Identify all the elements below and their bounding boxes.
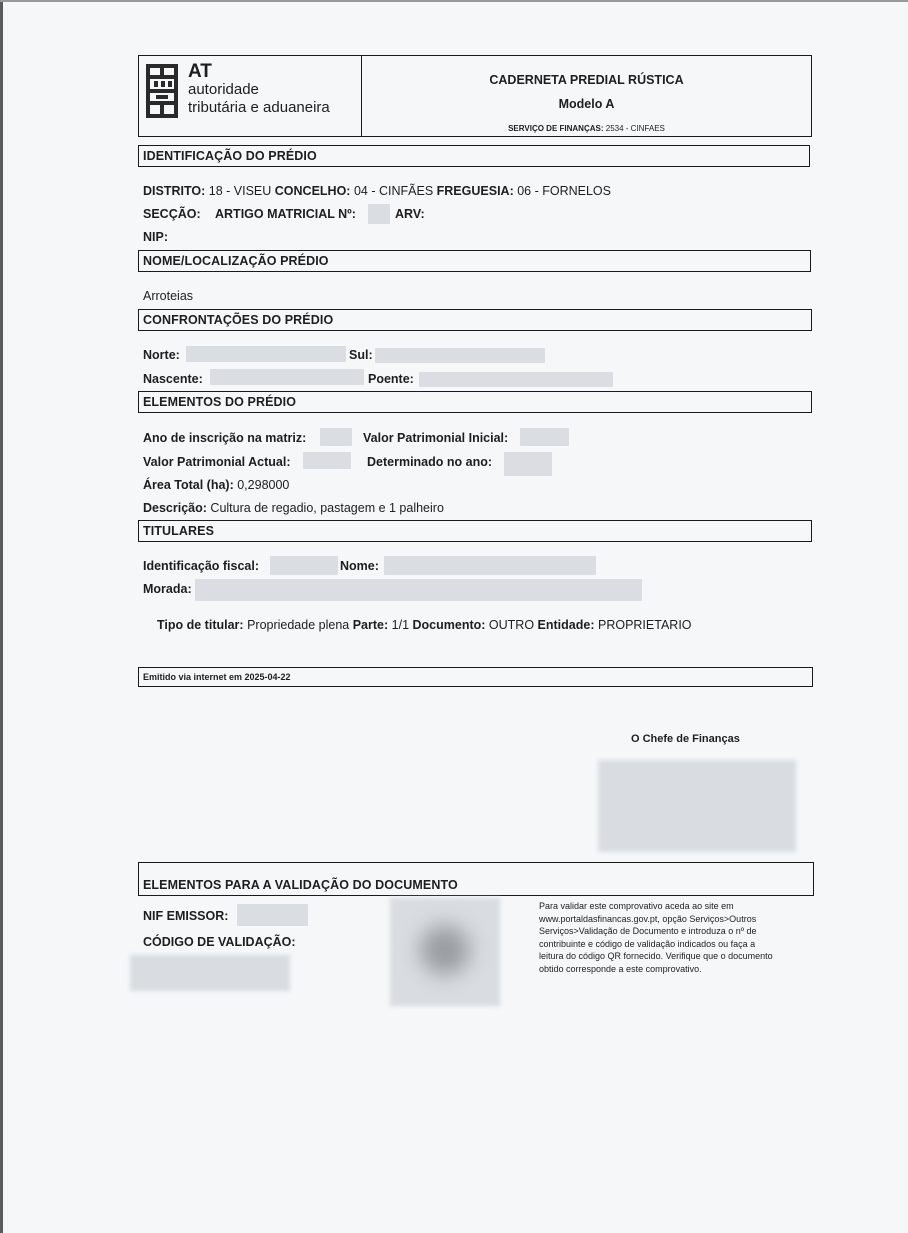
codigo-validacao-redaction: [130, 955, 290, 991]
determinado-label: Determinado no ano:: [367, 455, 493, 469]
codigo-validacao-label: CÓDIGO DE VALIDAÇÃO:: [143, 935, 296, 949]
emitido-text: Emitido via internet em 2025-04-22: [143, 672, 291, 682]
freguesia-label: FREGUESIA:: [436, 184, 514, 198]
service-value: 2534 - CINFAES: [605, 124, 665, 133]
vp-actual-label: Valor Patrimonial Actual:: [143, 455, 291, 469]
determinado-redaction: [504, 452, 552, 476]
section-validacao: [138, 862, 814, 896]
service-label: SERVIÇO DE FINANÇAS:: [508, 124, 604, 133]
doc-title: CADERNETA PREDIAL RÚSTICA: [489, 73, 684, 87]
norte-label: Norte:: [143, 348, 180, 362]
freguesia-value: 06 - FORNELOS: [517, 184, 611, 198]
section-nome: [138, 250, 811, 272]
vp-actual-redaction: [303, 452, 351, 469]
artigo-label: ARTIGO MATRICIAL Nº:: [215, 207, 356, 221]
section-identificacao: [138, 145, 810, 167]
sul-label: Sul:: [349, 348, 373, 362]
arv-label: ARV:: [395, 207, 425, 221]
service-line: [361, 124, 812, 133]
row-area: [143, 478, 289, 492]
info-line: Para validar este comprovativo aceda ao site em: [539, 901, 734, 911]
section-title: TITULARES: [143, 524, 215, 538]
parte-value: 1/1: [391, 618, 410, 632]
concelho-value: 04 - CINFÃES: [353, 184, 434, 198]
documento-value: OUTRO: [488, 618, 535, 632]
nif-emissor-label: NIF EMISSOR:: [143, 909, 229, 923]
ano-label: Ano de inscrição na matriz:: [143, 431, 307, 445]
section-title: NOME/LOCALIZAÇÃO PRÉDIO: [143, 254, 329, 268]
info-line: obtido corresponde a este comprovativo.: [539, 963, 702, 974]
concelho-label: CONCELHO:: [274, 184, 351, 198]
emitido-box: [138, 667, 813, 687]
nif-emissor-redaction: [237, 904, 308, 926]
nif-label: Identificação fiscal:: [143, 559, 260, 573]
seccao-label: SECÇÃO:: [143, 207, 201, 221]
vp-inicial-label: Valor Patrimonial Inicial:: [363, 431, 509, 445]
artigo-redaction: [368, 204, 390, 224]
signature-role: O Chefe de Finanças: [631, 733, 740, 745]
section-titulares: [138, 520, 812, 542]
poente-label: Poente:: [368, 372, 414, 386]
vp-inicial-redaction: [520, 428, 569, 446]
section-title: ELEMENTOS PARA A VALIDAÇÃO DO DOCUMENTO: [143, 878, 458, 892]
sul-redaction: [375, 348, 545, 363]
parte-label: Parte:: [352, 618, 389, 632]
row-distrito: [143, 184, 611, 198]
logo-line1: autoridade: [188, 81, 259, 98]
tipo-value: Propriedade plena: [247, 618, 350, 632]
nip-label: NIP:: [143, 230, 168, 244]
descricao-value: Cultura de regadio, pastagem e 1 palheiro: [210, 501, 444, 515]
info-line: contribuinte e código de validação indicados ou faça a: [539, 938, 756, 949]
titular-nome-label: Nome:: [340, 559, 379, 573]
scan-edge-top: [0, 0, 908, 2]
titular-nome-redaction: [384, 556, 596, 575]
info-line: Serviços>Validação de Documento e introduza o nº de: [539, 926, 757, 936]
descricao-label: Descrição:: [143, 501, 207, 515]
row-tipo-titular: [157, 618, 692, 632]
nascente-label: Nascente:: [143, 372, 203, 386]
entidade-value: PROPRIETARIO: [597, 618, 692, 632]
distrito-value: 18 - VISEU: [208, 184, 272, 198]
section-title: ELEMENTOS DO PRÉDIO: [143, 395, 297, 409]
morada-label: Morada:: [143, 582, 192, 596]
poente-redaction: [419, 372, 613, 387]
section-title: IDENTIFICAÇÃO DO PRÉDIO: [143, 149, 317, 163]
doc-model: Modelo A: [558, 97, 615, 111]
section-confrontacoes: [138, 309, 812, 331]
nome-value: Arroteias: [143, 289, 194, 303]
nascente-redaction: [210, 369, 364, 385]
logo-at: AT: [188, 61, 212, 82]
info-line: leitura do código QR fornecido. Verifique que o documento: [539, 951, 773, 961]
area-label: Área Total (ha):: [143, 478, 234, 492]
tipo-label: Tipo de titular:: [157, 618, 244, 632]
section-title: CONFRONTAÇÕES DO PRÉDIO: [143, 313, 334, 327]
section-elementos: [138, 391, 812, 413]
morada-redaction: [195, 579, 642, 601]
row-descricao: [143, 501, 444, 515]
scan-edge-left: [0, 0, 3, 1233]
distrito-label: DISTRITO:: [143, 184, 206, 198]
ano-redaction: [320, 428, 352, 446]
norte-redaction: [186, 346, 346, 362]
documento-label: Documento:: [412, 618, 486, 632]
info-line: www.portaldasfinancas.gov.pt, opção Serviços>Outros: [539, 913, 757, 924]
nif-redaction: [270, 556, 338, 575]
signature-redaction: [598, 760, 796, 852]
logo-line2: tributária e aduaneira: [188, 99, 330, 116]
at-logo-emblem-icon: [144, 62, 184, 120]
entidade-label: Entidade:: [537, 618, 595, 632]
area-value: 0,298000: [237, 478, 290, 492]
validacao-info: [539, 900, 819, 975]
qr-code-blur: [420, 925, 470, 975]
